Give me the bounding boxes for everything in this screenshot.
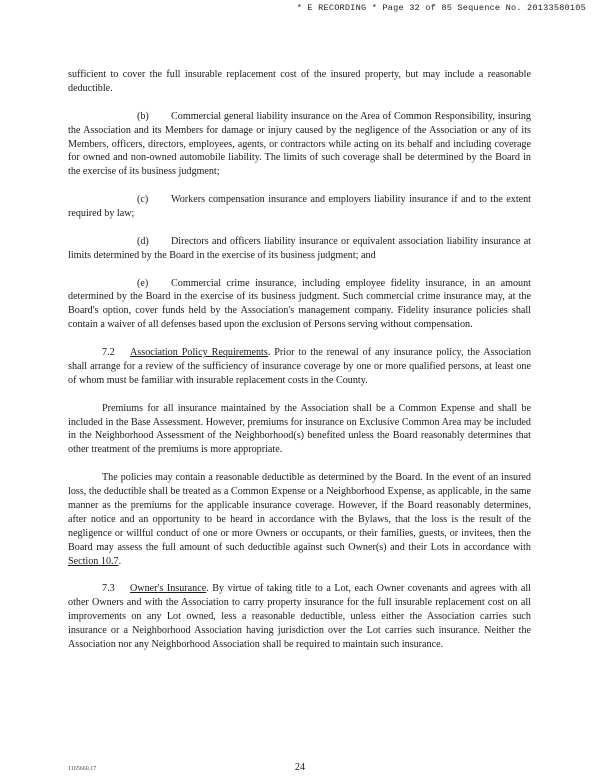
- page-number: 24: [294, 762, 306, 773]
- deductible-paragraph: [68, 471, 531, 568]
- section-7-2-text: . Prior to the renewal of any insurance policy, the Association shall arrange for a review of the sufficiency of insurance coverage by one or more qualified persons, at least one of whom must be familiar with insurable replacement costs in the County.: [68, 347, 532, 386]
- item-d: [68, 235, 531, 263]
- section-7-3-number: 7.3: [102, 583, 115, 595]
- section-reference: Section 10.7: [68, 555, 119, 567]
- deductible-text: The policies may contain a reasonable deductible as determined by the Board. In the event of an insured loss, the deductible shall be treated as a Common Expense or a Neighborhood Expense, as applicable, in the same manner as the premiums for the applicable insurance coverage. However, if the Board reasonably determines, after notice and an opportunity to be heard in accordance with the Bylaws, that the loss is the result of the negligence or willful conduct of one or more Owners or occupants, or their families, guests, or invitees, then the Board may assess the full amount of such deductible against such Owner(s) and their Lots in accordance with: [68, 472, 531, 553]
- item-d-label: (d): [137, 235, 149, 247]
- footer-doc-id: 1165660.17: [68, 766, 97, 772]
- item-e: [68, 277, 531, 333]
- section-7-3-text: . By virtue of taking title to a Lot, each Owner covenants and agrees with all other Owners and with the Association to carry property insurance for the full insurable replacement cost on all improvements on any Lot owned, less a reasonable deductible, unless either the Association carries such insurance or a Neighborhood Association having jurisdiction over the Lot carries such insurance. Neither the Association nor any Neighborhood Association shall be required to maintain such insurance.: [68, 583, 531, 651]
- section-7-3: [68, 582, 531, 652]
- item-c: [68, 193, 531, 221]
- item-b-text: Commercial general liability insurance on the Area of Common Responsibility, insuring the Association and its Members for damage or injury caused by the negligence of the Association or any of its Members, officers, directors, employees, agents, or contractors while acting on its behalf and including coverage for owned and non-owned automobile liability. The limits of such coverage shall be determined by the Board in the exercise of its business judgment;: [68, 110, 531, 178]
- item-b-label: (b): [137, 110, 149, 122]
- item-e-label: (e): [137, 277, 149, 289]
- section-7-3-title: Owner's Insurance: [130, 583, 207, 595]
- section-7-2-number: 7.2: [102, 347, 115, 359]
- item-e-text: Commercial crime insurance, including employee fidelity insurance, in an amount determined by the Board in the exercise of its business judgment. Such commercial crime insurance may, at the Board's option, cover funds held by the Association's management company. Fidelity insurance policies shall contain a waiver of all defenses based upon the exclusion of Persons serving without compensation.: [68, 277, 531, 331]
- paragraph-continuation: sufficient to cover the full insurable replacement cost of the insured property, but may include a reasonable deductible.: [68, 69, 531, 94]
- section-7-2-title: Association Policy Requirements: [130, 347, 268, 359]
- item-c-text: Workers compensation insurance and employers liability insurance if and to the extent required by law;: [68, 194, 531, 220]
- item-b: [68, 110, 531, 180]
- item-c-label: (c): [137, 194, 149, 206]
- section-7-2: [68, 346, 531, 388]
- premiums-paragraph: Premiums for all insurance maintained by the Association shall be a Common Expense and shall be included in the Base Assessment. However, premiums for insurance on Exclusive Common Area may be included in the Neighborhood Assessment of the Neighborhood(s) benefited unless the Board reasonably determines that other treatment of the premiums is more appropriate.: [68, 402, 531, 456]
- deductible-end: .: [118, 555, 122, 567]
- recording-header: * E RECORDING * Page 32 of 85 Sequence No. 20133580105: [296, 3, 586, 13]
- document-body: [68, 68, 531, 666]
- item-d-text: Directors and officers liability insurance or equivalent association liability insurance at limits determined by the Board in the exercise of its business judgment; and: [68, 235, 531, 261]
